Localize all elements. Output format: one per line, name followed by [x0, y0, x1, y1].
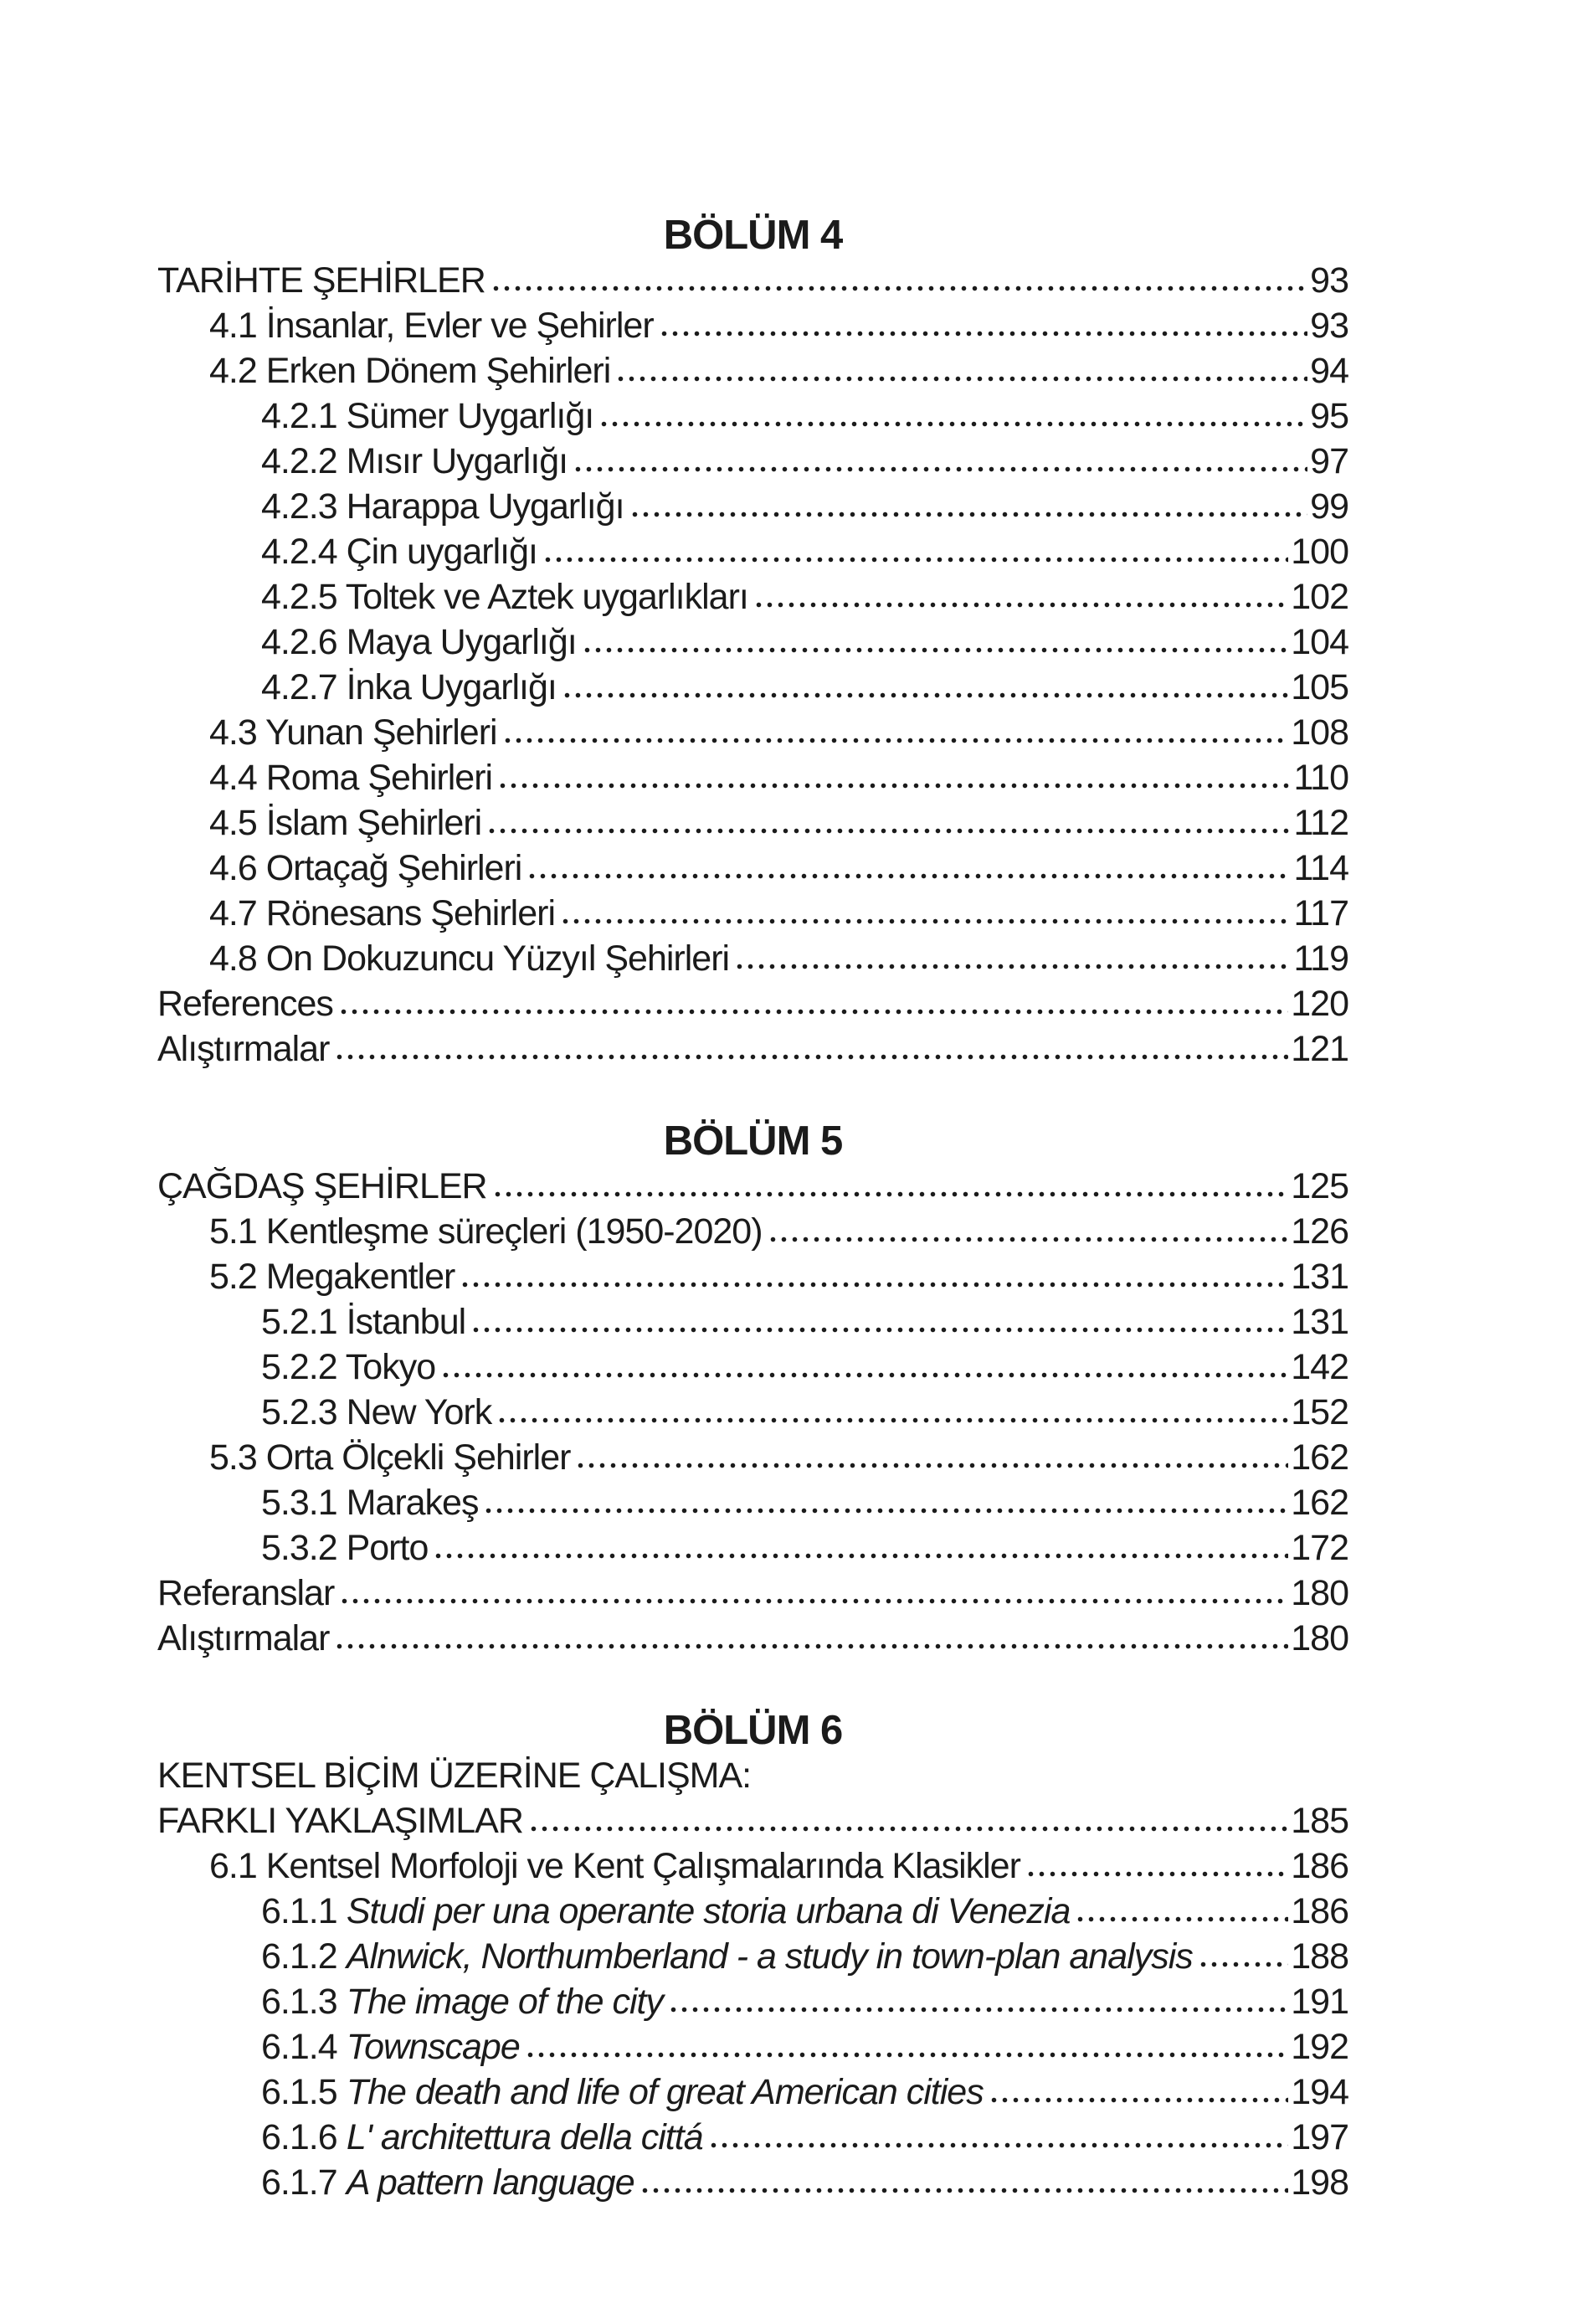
entry-label: 4.2.5 Toltek ve Aztek uygarlıkları: [261, 577, 748, 617]
entry-label: 5.3.2 Porto: [261, 1528, 429, 1568]
entry-label: ÇAĞDAŞ ŞEHİRLER: [157, 1166, 487, 1206]
entry-label: Alıştırmalar: [157, 1029, 330, 1069]
toc-entry: [157, 936, 1348, 981]
toc-entry: [157, 1480, 1348, 1525]
page-number: 100: [1291, 532, 1348, 572]
dot-leader: [1200, 1961, 1289, 1968]
page-number: 188: [1291, 1936, 1348, 1977]
page-number: 131: [1291, 1302, 1348, 1342]
toc-entry: [157, 1525, 1348, 1571]
toc-entry: [157, 891, 1348, 936]
entry-label: 4.2.4 Çin uygarlığı: [261, 532, 537, 572]
page-number: 99: [1310, 486, 1348, 527]
entry-number: 6.1.2: [261, 1936, 337, 1977]
entry-label: TARİHTE ŞEHİRLER: [157, 260, 485, 301]
dot-leader: [991, 2096, 1289, 2104]
page-number: 131: [1291, 1257, 1348, 1297]
entry-label: 4.1 İnsanlar, Evler ve Şehirler: [209, 306, 654, 346]
dot-leader: [443, 1371, 1288, 1379]
page-number: 197: [1291, 2117, 1348, 2157]
dot-leader: [562, 918, 1291, 925]
entry-title: The death and life of great American cities: [346, 2072, 984, 2112]
page-number: 114: [1293, 848, 1348, 888]
entry-label: [261, 2115, 703, 2160]
toc-entry: [157, 1164, 1348, 1209]
toc-entry: [157, 620, 1348, 665]
entry-label: 4.7 Rönesans Şehirleri: [209, 893, 556, 933]
chapter: [157, 1118, 1348, 1661]
dot-leader: [601, 420, 1307, 428]
entry-title: Studi per una operante storia urbana di Venezia: [346, 1891, 1071, 1931]
dot-leader: [1028, 1870, 1288, 1878]
page-number: 180: [1291, 1618, 1348, 1658]
toc-entry: [157, 1616, 1348, 1661]
toc-entry: [157, 439, 1348, 484]
dot-leader: [341, 1008, 1288, 1015]
dot-leader: [770, 1236, 1289, 1243]
dot-leader: [499, 1417, 1288, 1424]
dot-leader: [545, 556, 1288, 563]
entry-label: 4.3 Yunan Şehirleri: [209, 712, 497, 753]
toc-entry: [157, 393, 1348, 439]
entry-label: 5.3 Orta Ölçekli Şehirler: [209, 1437, 571, 1478]
dot-leader: [485, 1507, 1288, 1514]
dot-leader: [462, 1281, 1288, 1288]
toc-entry: [157, 1934, 1348, 1979]
entry-label: 4.2.6 Maya Uygarlığı: [261, 622, 577, 662]
entry-label: 4.2.2 Mısır Uygarlığı: [261, 441, 568, 481]
page-number: 120: [1291, 984, 1348, 1024]
chapter-heading: BÖLÜM 5: [663, 1118, 843, 1164]
toc-entry: [157, 1435, 1348, 1480]
page-number: 112: [1293, 803, 1348, 843]
entry-label: References: [157, 984, 333, 1024]
page-number: 105: [1291, 667, 1348, 707]
dot-leader: [737, 963, 1291, 970]
toc-entry: [157, 1753, 1348, 1798]
toc-entry: [157, 755, 1348, 800]
entry-label: Referanslar: [157, 1573, 335, 1613]
entry-label: KENTSEL BİÇİM ÜZERİNE ÇALIŞMA:: [157, 1756, 752, 1796]
toc-entry: [157, 1299, 1348, 1345]
toc-entry: [157, 1209, 1348, 1254]
entry-label: [261, 2024, 520, 2069]
page-number: 152: [1291, 1392, 1348, 1432]
page-number: 117: [1293, 893, 1348, 933]
toc-entry: [157, 710, 1348, 755]
page-number: 97: [1310, 441, 1348, 481]
entry-title: Townscape: [346, 2027, 520, 2067]
dot-leader: [489, 827, 1291, 835]
page-number: 142: [1291, 1347, 1348, 1387]
chapter-heading: BÖLÜM 4: [663, 213, 843, 258]
chapter-heading: BÖLÜM 6: [663, 1708, 843, 1753]
page-number: 102: [1291, 577, 1348, 617]
page-number: 110: [1293, 758, 1348, 798]
dot-leader: [618, 375, 1307, 383]
entry-label: [261, 1889, 1070, 1934]
page-number: 192: [1291, 2027, 1348, 2067]
toc-entry: [157, 665, 1348, 710]
entry-label: [261, 2069, 984, 2115]
entry-number: 6.1.6: [261, 2117, 337, 2157]
page-number: 125: [1291, 1166, 1348, 1206]
entry-label: 4.5 İslam Şehirleri: [209, 803, 482, 843]
entry-title: L' architettura della cittá: [346, 2117, 703, 2157]
entry-label: 4.2 Erken Dönem Şehirleri: [209, 351, 611, 391]
entry-title: A pattern language: [346, 2162, 634, 2203]
dot-leader: [642, 2187, 1289, 2194]
toc-entry: [157, 1798, 1348, 1843]
page-number: 95: [1310, 396, 1348, 436]
page-number: 108: [1291, 712, 1348, 753]
page-number: 162: [1291, 1437, 1348, 1478]
dot-leader: [756, 601, 1288, 609]
dot-leader: [493, 285, 1307, 292]
dot-leader: [342, 1597, 1288, 1605]
toc-entry: [157, 800, 1348, 846]
page-number: 94: [1310, 351, 1348, 391]
page-number: 93: [1310, 306, 1348, 346]
entry-label: Alıştırmalar: [157, 1618, 330, 1658]
entry-title: The image of the city: [346, 1982, 663, 2022]
entry-label: 5.3.1 Marakeş: [261, 1483, 479, 1523]
page-number: 162: [1291, 1483, 1348, 1523]
dot-leader: [505, 737, 1289, 744]
dot-leader: [527, 2051, 1288, 2059]
entry-label: [261, 1934, 1193, 1979]
dot-leader: [531, 1825, 1288, 1833]
toc-entry: [157, 1026, 1348, 1072]
dot-leader: [1077, 1915, 1288, 1923]
entry-title: Alnwick, Northumberland - a study in town-plan analysis: [346, 1936, 1193, 1977]
page-number: 119: [1293, 938, 1348, 979]
entry-label: [261, 1979, 663, 2024]
entry-label: 5.2.3 New York: [261, 1392, 492, 1432]
toc-entry: [157, 484, 1348, 529]
toc-entry: [157, 1390, 1348, 1435]
entry-label: 5.2.2 Tokyo: [261, 1347, 436, 1387]
toc-entry: [157, 2115, 1348, 2160]
chapter: [157, 213, 1348, 1072]
toc-entry: [157, 1979, 1348, 2024]
page-number: 185: [1291, 1801, 1348, 1841]
dot-leader: [670, 2006, 1288, 2013]
toc-entry: [157, 348, 1348, 393]
page-number: 180: [1291, 1573, 1348, 1613]
page-number: 194: [1291, 2072, 1348, 2112]
toc-chapters: [157, 213, 1348, 2205]
page-number: 186: [1291, 1846, 1348, 1886]
toc-entry: [157, 1843, 1348, 1889]
page-number: 104: [1291, 622, 1348, 662]
entry-label: 6.1 Kentsel Morfoloji ve Kent Çalışmalarında Klasikler: [209, 1846, 1020, 1886]
dot-leader: [564, 692, 1288, 699]
entry-label: 4.2.1 Sümer Uygarlığı: [261, 396, 594, 436]
entry-number: 6.1.4: [261, 2027, 337, 2067]
entry-label: 4.2.3 Harappa Uygarlığı: [261, 486, 624, 527]
dot-leader: [578, 1462, 1288, 1469]
entry-number: 6.1.1: [261, 1891, 337, 1931]
page-number: 186: [1291, 1891, 1348, 1931]
entry-label: 4.8 On Dokuzuncu Yüzyıl Şehirleri: [209, 938, 730, 979]
entry-label: 4.4 Roma Şehirleri: [209, 758, 493, 798]
page-number: 121: [1291, 1029, 1348, 1069]
dot-leader: [336, 1643, 1288, 1650]
dot-leader: [473, 1326, 1288, 1334]
toc-entry: [157, 2160, 1348, 2205]
toc-entry: [157, 529, 1348, 574]
toc-entry: [157, 1345, 1348, 1390]
toc-entry: [157, 303, 1348, 348]
dot-leader: [435, 1552, 1288, 1560]
toc-entry: [157, 574, 1348, 620]
toc-entry: [157, 1571, 1348, 1616]
entry-label: FARKLI YAKLAŞIMLAR: [157, 1801, 523, 1841]
dot-leader: [584, 646, 1289, 654]
toc-entry: [157, 1889, 1348, 1934]
toc-entry: [157, 2024, 1348, 2069]
page-number: 126: [1291, 1211, 1348, 1252]
entry-label: 5.2.1 İstanbul: [261, 1302, 466, 1342]
dot-leader: [336, 1053, 1288, 1061]
toc-entry: [157, 258, 1348, 303]
entry-number: 6.1.7: [261, 2162, 337, 2203]
dot-leader: [711, 2141, 1289, 2149]
dot-leader: [500, 782, 1291, 789]
entry-label: 5.2 Megakentler: [209, 1257, 455, 1297]
toc-entry: [157, 981, 1348, 1026]
entry-number: 6.1.3: [261, 1982, 337, 2022]
toc-entry: [157, 2069, 1348, 2115]
dot-leader: [632, 511, 1308, 518]
chapter: [157, 1708, 1348, 2205]
entry-label: 4.6 Ortaçağ Şehirleri: [209, 848, 522, 888]
entry-number: 6.1.5: [261, 2072, 337, 2112]
dot-leader: [661, 330, 1307, 337]
dot-leader: [529, 872, 1291, 880]
dot-leader: [495, 1190, 1289, 1198]
entry-label: [261, 2160, 634, 2205]
page-number: 172: [1291, 1528, 1348, 1568]
page-number: 191: [1291, 1982, 1348, 2022]
dot-leader: [575, 465, 1307, 473]
page-number: 93: [1310, 260, 1348, 301]
toc-entry: [157, 846, 1348, 891]
entry-label: 4.2.7 İnka Uygarlığı: [261, 667, 557, 707]
toc-entry: [157, 1254, 1348, 1299]
page-number: 198: [1291, 2162, 1348, 2203]
entry-label: 5.1 Kentleşme süreçleri (1950-2020): [209, 1211, 763, 1252]
